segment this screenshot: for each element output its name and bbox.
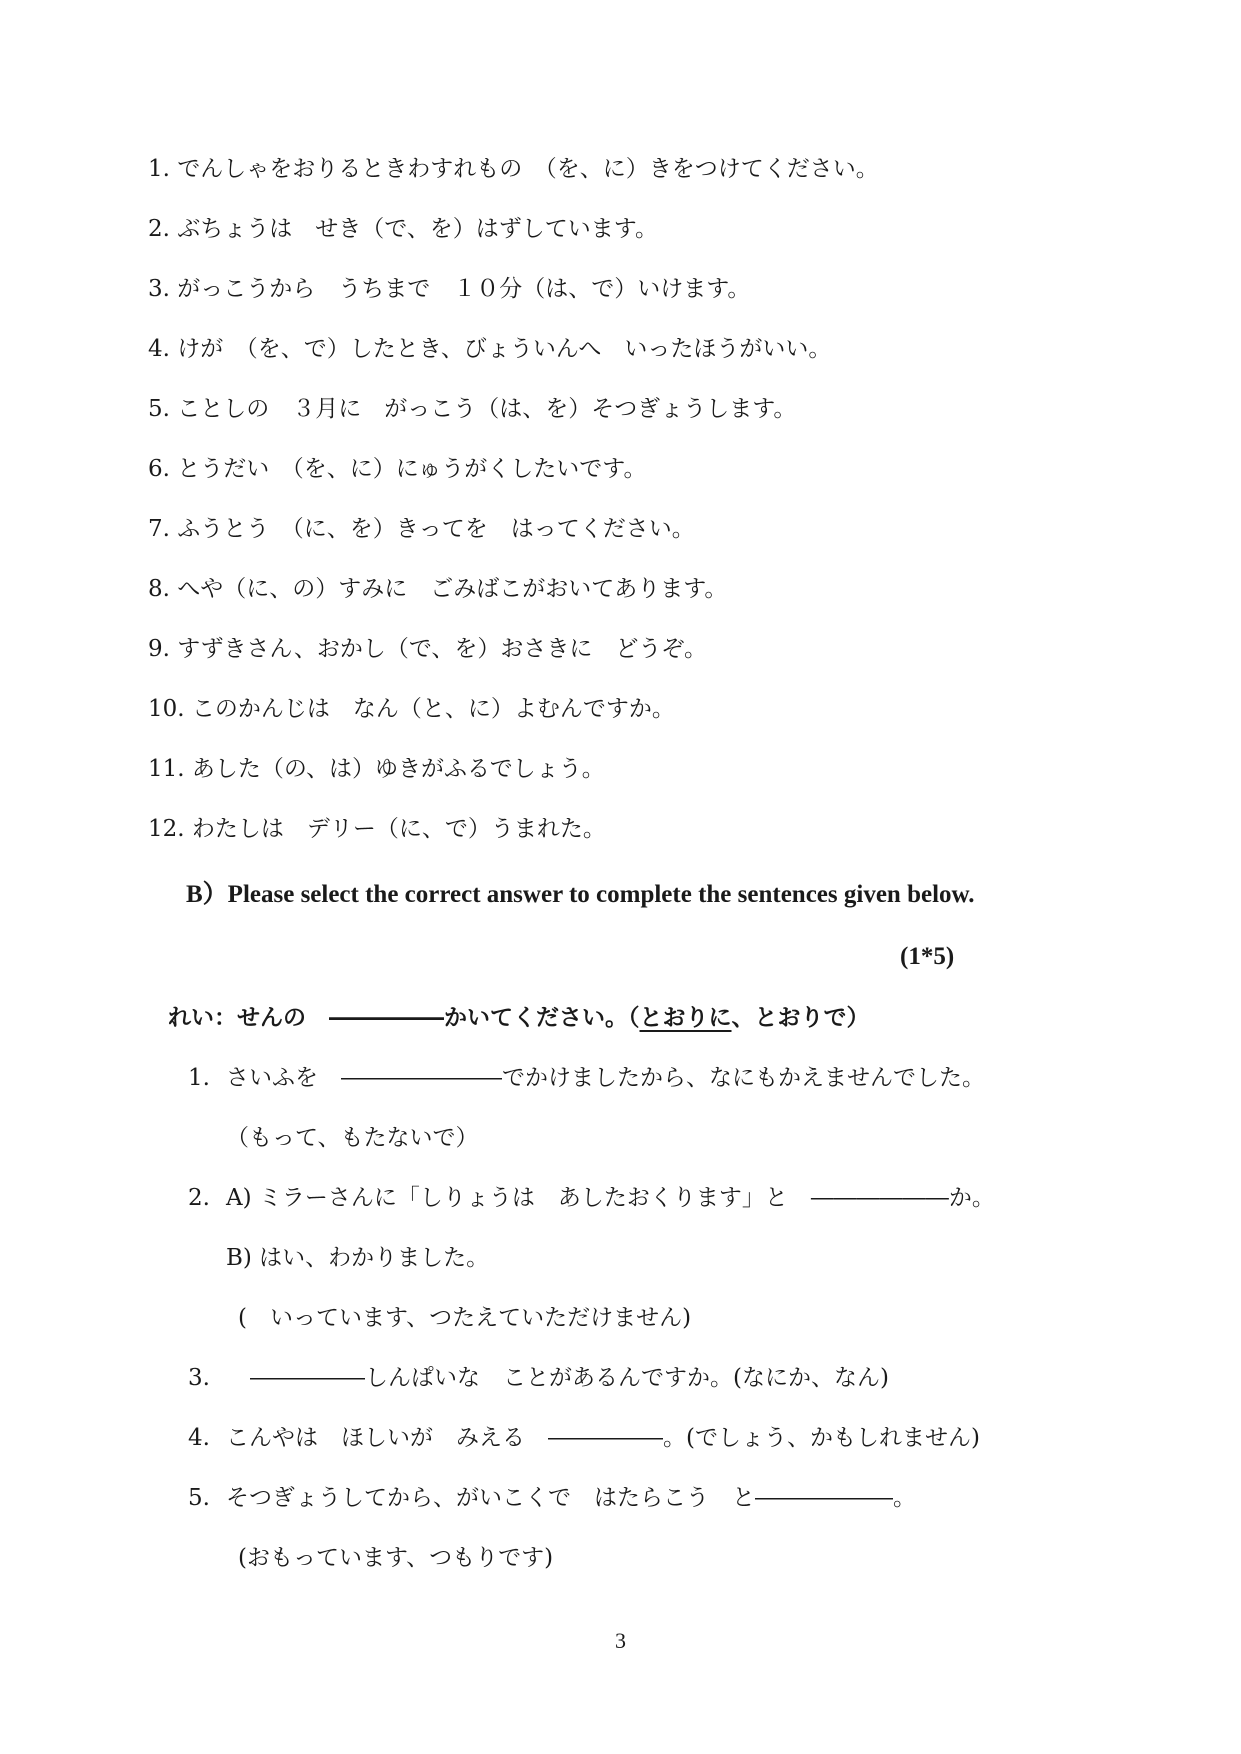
question-b-1-text: さいふを ―――――――でかけましたから、なにもかえませんでした。 — [226, 1065, 985, 1091]
question-a-5: 5. ことしの ３月に がっこう（は、を）そつぎょうします。 — [148, 396, 797, 422]
question-b-1-number: 1. — [188, 1065, 210, 1091]
question-b-5-number: 5. — [188, 1485, 210, 1511]
question-b-4-number: 4. — [188, 1425, 210, 1451]
question-a-6: 6. とうだい （を、に）にゅうがくしたいです。 — [148, 456, 647, 482]
question-a-11: 11. あした（の、は）ゆきがふるでしょう。 — [148, 756, 605, 782]
question-a-4: 4. けが （を、で）したとき、びょういんへ いったほうがいい。 — [148, 336, 832, 362]
example-suffix: 、とおりで） — [731, 1004, 870, 1031]
question-b-2-options: ( いっています、つたえていただけません) — [238, 1305, 692, 1331]
question-a-10: 10. このかんじは なん（と、に）よむんですか。 — [148, 696, 675, 722]
question-b-2-number: 2. — [188, 1185, 210, 1211]
question-b-3-text: ―――――しんぱいな ことがあるんですか。(なにか、なん) — [250, 1365, 889, 1391]
section-b-marks: (1*5) — [900, 943, 955, 970]
question-b-3-number: 3. — [188, 1365, 210, 1391]
example-sentence — [168, 1003, 870, 1033]
question-a-2: 2. ぶちょうは せき（で、を）はずしています。 — [148, 216, 658, 242]
example-answer: とおりに — [639, 1004, 732, 1031]
question-a-12: 12. わたしは デリー（に、で）うまれた。 — [148, 816, 606, 842]
question-b-5-options: (おもっています、つもりです) — [238, 1545, 554, 1571]
section-b-heading: B）Please select the correct answer to complete the sentences given below. — [186, 881, 975, 908]
question-a-1: 1. でんしゃをおりるときわすれもの （を、に）きをつけてください。 — [148, 156, 879, 182]
question-a-7: 7. ふうとう （に、を）きってを はってください。 — [148, 516, 695, 542]
question-b-2-line-b: B) はい、わかりました。 — [226, 1245, 490, 1271]
question-a-8: 8. へや（に、の）すみに ごみばこがおいてあります。 — [148, 576, 728, 602]
question-b-1-options: （もって、もたないで） — [226, 1125, 479, 1151]
page-number: 3 — [615, 1628, 626, 1653]
question-a-3: 3. がっこうから うちまで １０分（は、で）いけます。 — [148, 276, 751, 302]
question-b-4-text: こんやは ほしいが みえる ―――――。(でしょう、かもしれません) — [226, 1425, 980, 1451]
example-prefix: れい：せんの ―――――かいてください。（ — [168, 1004, 640, 1031]
question-b-2-line-a: A) ミラーさんに「しりょうは あしたおくります」と ――――――か。 — [226, 1185, 995, 1211]
question-a-9: 9. すずきさん、おかし（で、を）おさきに どうぞ。 — [148, 636, 707, 662]
question-b-5-text: そつぎょうしてから、がいこくで はたらこう と――――――。 — [226, 1485, 916, 1511]
